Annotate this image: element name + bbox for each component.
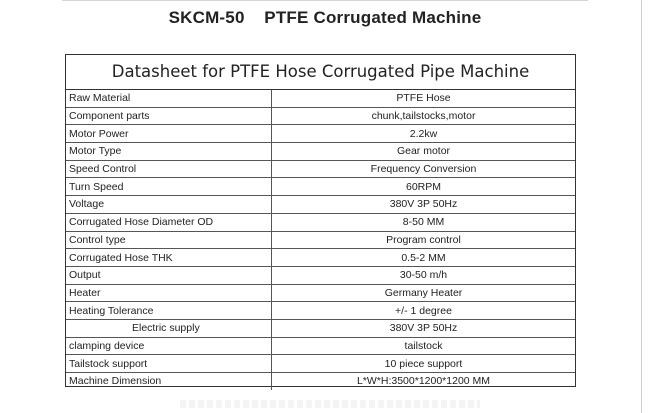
spec-value: 380V 3P 50Hz: [272, 319, 576, 337]
spec-value: 30-50 m/h: [272, 266, 576, 284]
spec-name: Heater: [66, 284, 272, 302]
spec-value: 60RPM: [272, 178, 576, 196]
spec-name: Electric supply: [66, 319, 272, 337]
faint-footer-text: [180, 400, 480, 408]
spec-name: Component parts: [66, 107, 272, 125]
spec-value: 380V 3P 50Hz: [272, 196, 576, 214]
spec-value: L*W*H:3500*1200*1200 MM: [272, 373, 576, 390]
spec-value: 10 piece support: [272, 355, 576, 373]
table-row: [66, 355, 575, 373]
table-row: [66, 178, 575, 196]
spec-name: Turn Speed: [66, 178, 272, 196]
table-row: [66, 319, 575, 337]
datasheet-table: [65, 54, 576, 387]
spec-value: PTFE Hose: [396, 92, 451, 105]
spec-value: tailstock: [272, 337, 576, 355]
datasheet-title: Datasheet for PTFE Hose Corrugated Pipe Machine: [66, 55, 575, 90]
table-row: [66, 302, 575, 320]
table-row: [66, 249, 575, 267]
spec-name: Control type: [66, 231, 272, 249]
spec-value: chunk,tailstocks,motor: [272, 107, 576, 125]
spec-value: 0.5-2 MM: [272, 249, 576, 267]
right-divider: [641, 0, 642, 413]
table-row: [66, 231, 575, 249]
spec-name: Output: [66, 266, 272, 284]
table-row: [66, 373, 575, 390]
spec-value: Frequency Conversion: [272, 160, 576, 178]
spec-name: Heating Tolerance: [66, 302, 272, 320]
spec-name: Motor Power: [66, 125, 272, 143]
page-title: SKCM-50 PTFE Corrugated Machine: [168, 8, 482, 27]
table-row: [66, 196, 575, 214]
spec-name: Tailstock support: [66, 355, 272, 373]
table-row: [66, 266, 575, 284]
spec-name: Corrugated Hose Diameter OD: [66, 213, 272, 231]
spec-name: Corrugated Hose THK: [66, 249, 272, 267]
table-row: [66, 337, 575, 355]
spec-name: Motor Type: [66, 143, 272, 161]
table-row: [66, 160, 575, 178]
spec-value: 8-50 MM: [272, 213, 576, 231]
spec-value: Germany Heater: [272, 284, 576, 302]
spec-table: [66, 90, 575, 390]
spec-name: clamping device: [66, 337, 272, 355]
table-row: [66, 107, 575, 125]
table-row: [66, 284, 575, 302]
spec-value: Gear motor: [272, 143, 576, 161]
spec-value: Program control: [272, 231, 576, 249]
spec-name: Raw Material: [66, 90, 272, 107]
table-row: [66, 143, 575, 161]
spec-name: Speed Control: [66, 160, 272, 178]
spec-value: +/- 1 degree: [272, 302, 576, 320]
spec-name: Voltage: [66, 196, 272, 214]
table-row: [66, 213, 575, 231]
top-divider: [62, 0, 588, 1]
table-row: [66, 90, 575, 107]
table-row: [66, 125, 575, 143]
spec-value: 2.2kw: [272, 125, 576, 143]
spec-name: Machine Dimension: [66, 373, 272, 390]
